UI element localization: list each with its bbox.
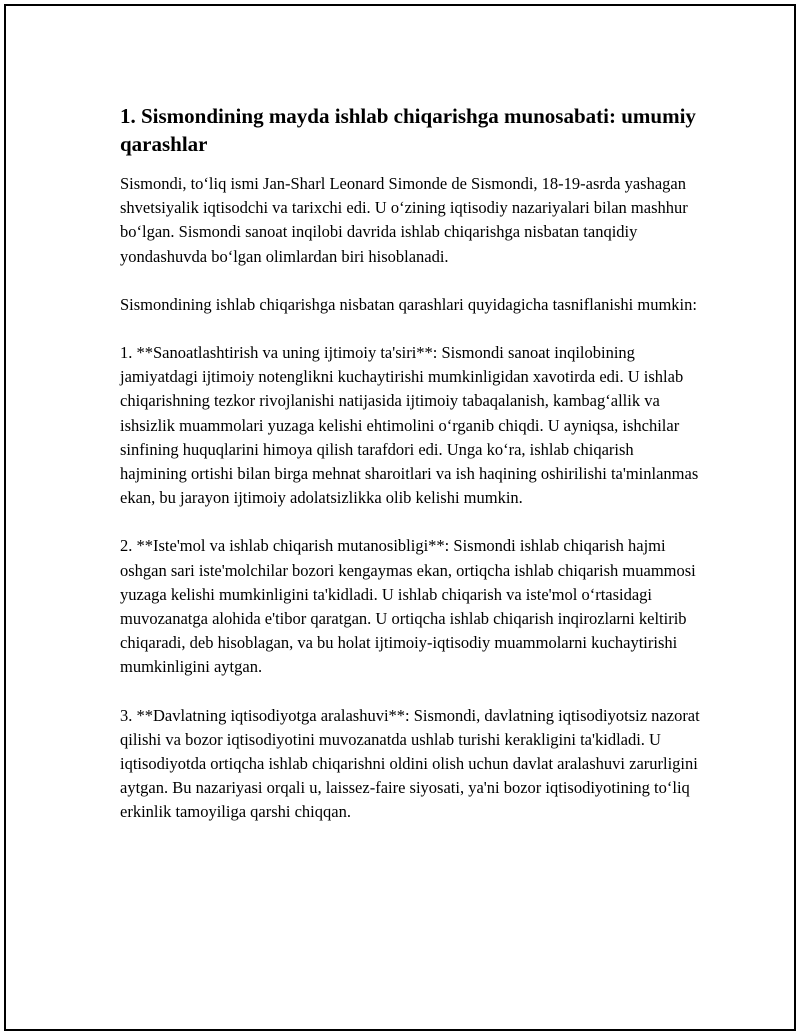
section-heading: 1. Sismondining mayda ishlab chiqarishga munosabati: umumiy qarashlar bbox=[120, 104, 696, 156]
classification-paragraph: Sismondining ishlab chiqarishga nisbatan qarashlari quyidagicha tasniflanishi mumkin: bbox=[120, 294, 697, 314]
point-3-paragraph: 3. **Davlatning iqtisodiyotga aralashuvi**: Sismondi, davlatning iqtisodiyotsiz nazorat qilishi va bozor iqtisodiyotini muvozanatda ushlab turishi kerakligini ta'kidladi. U iqtisodiyotda ortiqcha ishlab chiqarishni oldini olish uchun davlat aralashuvi zarurligini aytgan. Bu nazariyasi orqali u, laissez-faire siyosati, ya'ni bozor iqtisodiyotining to‘liq erkinlik tamoyiliga qarshi chiqqan. bbox=[120, 705, 700, 822]
point-2-paragraph: 2. **Iste'mol va ishlab chiqarish mutanosibligi**: Sismondi ishlab chiqarish hajmi oshgan sari iste'molchilar bozori kengaymas ekan, ortiqcha ishlab chiqarish muammosi yuzaga kelishi mumkinligini ta'kidladi. U ishlab chiqarish va iste'mol o‘rtasidagi muvozanatga alohida e'tibor qaratgan. U ortiqcha ishlab chiqarish inqirozlarni keltirib chiqaradi, deb hisoblagan, va bu holat ijtimoiy-iqtisodiy muammolarni kuchaytirishi mumkinligini aytgan. bbox=[120, 536, 696, 677]
document-body bbox=[120, 102, 700, 849]
page-frame bbox=[4, 4, 796, 1031]
point-1-paragraph: 1. **Sanoatlashtirish va uning ijtimoiy ta'siri**: Sismondi sanoat inqilobining jamiyatdagi ijtimoiy notenglikni kuchaytirishi mumkinligidan xavotirda edi. U ishlab chiqarishning tezkor rivojlanishi natijasida ijtimoiy tabaqalanish, kambag‘allik va ishsizlik muammolari yuzaga kelishi ehtimolini o‘rganib chiqdi. U ayniqsa, ishchilar sinfining huquqlarini himoya qilish tarafdori edi. Unga ko‘ra, ishlab chiqarish hajmining ortishi bilan birga mehnat sharoitlari va ish haqining oshirilishi ta'minlanmas ekan, bu jarayon ijtimoiy adolatsizlikka olib kelishi mumkin. bbox=[120, 343, 699, 508]
intro-paragraph: Sismondi, to‘liq ismi Jan-Sharl Leonard Simonde de Sismondi, 18-19-asrda yashagan shvetsiyalik iqtisodchi va tarixchi edi. U o‘zining iqtisodiy nazariyalari bilan mashhur bo‘lgan. Sismondi sanoat inqilobi davrida ishlab chiqarishga nisbatan tanqidiy yondashuvda bo‘lgan olimlardan biri hisoblanadi. bbox=[120, 174, 688, 266]
